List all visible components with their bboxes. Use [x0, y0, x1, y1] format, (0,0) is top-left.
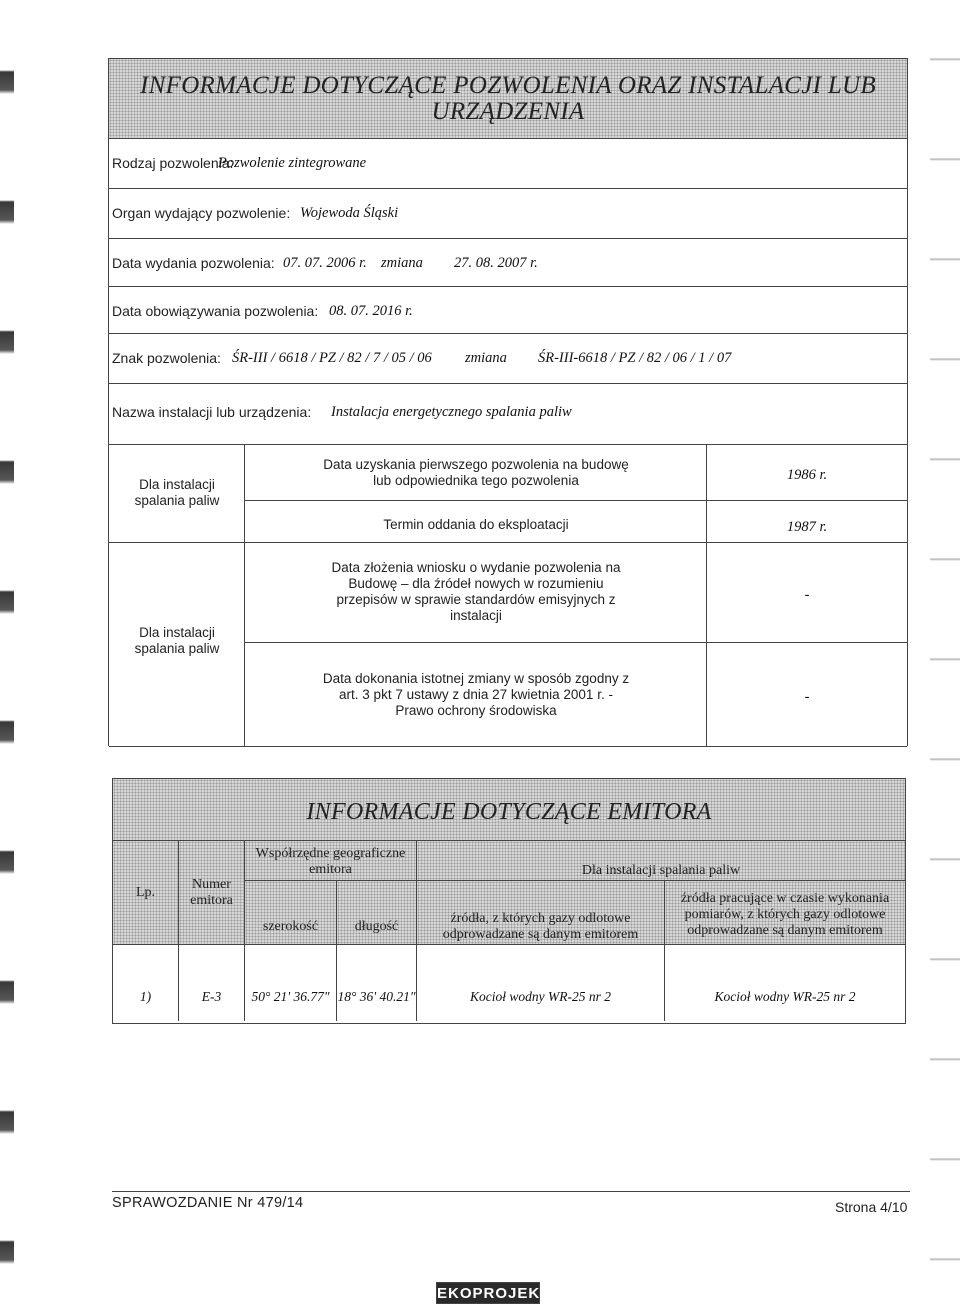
emitter-number-header: Numer emitora — [179, 841, 245, 945]
first-permit-year-cell — [707, 445, 907, 501]
issue-date-label: Data wydania pozwolenia: — [112, 255, 275, 271]
permit-info-header-band — [109, 59, 907, 139]
table-row-lp: 1) — [113, 945, 179, 1021]
group2-cell — [109, 543, 245, 747]
permit-info-title: INFORMACJE DOTYCZĄCE POZWOLENIA ORAZ INSTALACJI LUB URZĄDZENIA — [140, 72, 876, 125]
permit-sign-label: Znak pozwolenia: — [112, 350, 221, 366]
permit-type-value: Pozwolenie zintegrowane — [218, 155, 367, 171]
latitude-header: szerokość — [245, 881, 337, 945]
permit-info-table — [108, 58, 908, 746]
company-logo: EKOPROJEKT — [436, 1282, 540, 1304]
issue-date-value: 07. 07. 2006 r. — [283, 255, 367, 271]
table-row-longitude: 18° 36' 40.21" — [337, 945, 417, 1021]
emitter-info-table — [112, 778, 906, 1024]
page-number: Strona 4/10 — [835, 1199, 908, 1215]
table-row-emitter: E-3 — [179, 945, 245, 1021]
first-permit-year-value: 1986 r. — [786, 467, 828, 483]
significant-change-value: - — [804, 689, 810, 705]
installation-name-label: Nazwa instalacji lub urządzenia: — [112, 404, 312, 420]
issuing-authority-label: Organ wydający pozwolenie: — [112, 205, 291, 221]
application-date-value: - — [804, 587, 810, 603]
combustion-installation-header: Dla instalacji spalania paliw — [417, 841, 905, 881]
installation-name-value: Instalacja energetycznego spalania paliw — [331, 404, 572, 420]
coordinates-header: Współrzędne geograficzne emitora — [245, 841, 417, 881]
first-permit-date-cell — [245, 445, 707, 501]
commissioning-label: Termin oddania do eksploatacji — [383, 517, 569, 532]
amendment-date-value: 27. 08. 2007 r. — [454, 255, 538, 271]
table-row-latitude: 50° 21' 36.77" — [245, 945, 337, 1021]
permit-sign-value: ŚR-III / 6618 / PZ / 82 / 7 / 05 / 06 — [232, 350, 432, 366]
significant-change-label: Data dokonania istotnej zmiany w sposób zgodny z art. 3 pkt 7 ustawy z dnia 27 kwietnia 2001 r. - Prawo ochrony środowiska — [322, 671, 630, 718]
issuing-authority-value: Wojewoda Śląski — [300, 205, 399, 221]
group2-label: Dla instalacji spalania paliw — [134, 625, 220, 656]
group1-cell — [109, 445, 245, 543]
longitude-header: długość — [337, 881, 417, 945]
installation-name-row — [109, 384, 907, 445]
operating-sources-header: źródła pracujące w czasie wykonania pomiarów, z których gazy odlotowe odprowadzane są danym emitorem — [665, 881, 905, 945]
validity-date-row — [109, 287, 907, 334]
report-number: SPRAWOZDANIE Nr 479/14 — [112, 1195, 304, 1211]
validity-date-label: Data obowiązywania pozwolenia: — [112, 303, 319, 319]
commissioning-year-value: 1987 r. — [786, 519, 828, 535]
sources-header: źródła, z których gazy odlotowe odprowadzane są danym emitorem — [417, 881, 665, 945]
scan-edge-right — [930, 0, 960, 1311]
permit-type-row — [109, 139, 907, 189]
application-date-cell — [245, 543, 707, 643]
validity-date-value: 08. 07. 2016 r. — [329, 303, 413, 319]
scan-edge-left — [0, 0, 14, 1311]
emitter-info-header-band — [113, 779, 905, 841]
permit-sign-amendment-value: ŚR-III-6618 / PZ / 82 / 06 / 1 / 07 — [538, 350, 732, 366]
permit-type-label: Rodzaj pozwolenia: — [112, 155, 234, 171]
issue-date-row — [109, 239, 907, 287]
significant-change-cell — [245, 643, 707, 747]
table-row-sources: Kocioł wodny WR-25 nr 2 — [417, 945, 665, 1021]
permit-sign-row — [109, 334, 907, 384]
emitter-info-title: INFORMACJE DOTYCZĄCE EMITORA — [306, 799, 712, 825]
application-date-value-cell — [707, 543, 907, 643]
amendment-word: zmiana — [381, 255, 423, 271]
group1-label: Dla instalacji spalania paliw — [134, 477, 220, 508]
table-row-operating-sources: Kocioł wodny WR-25 nr 2 — [714, 989, 856, 1004]
commissioning-cell — [245, 501, 707, 543]
commissioning-year-cell — [707, 501, 907, 543]
first-permit-date-label: Data uzyskania pierwszego pozwolenia na budowę lub odpowiednika tego pozwolenia — [323, 457, 629, 488]
significant-change-value-cell — [707, 643, 907, 747]
permit-sign-amendment-word: zmiana — [465, 350, 507, 366]
application-date-label: Data złożenia wniosku o wydanie pozwolenia na Budowę – dla źródeł nowych w rozumieniu przepisów w sprawie standardów emisyjnych z instalacji — [331, 560, 621, 623]
footer-rule — [112, 1191, 910, 1192]
lp-header: Lp. — [113, 841, 179, 945]
issuing-authority-row — [109, 189, 907, 239]
